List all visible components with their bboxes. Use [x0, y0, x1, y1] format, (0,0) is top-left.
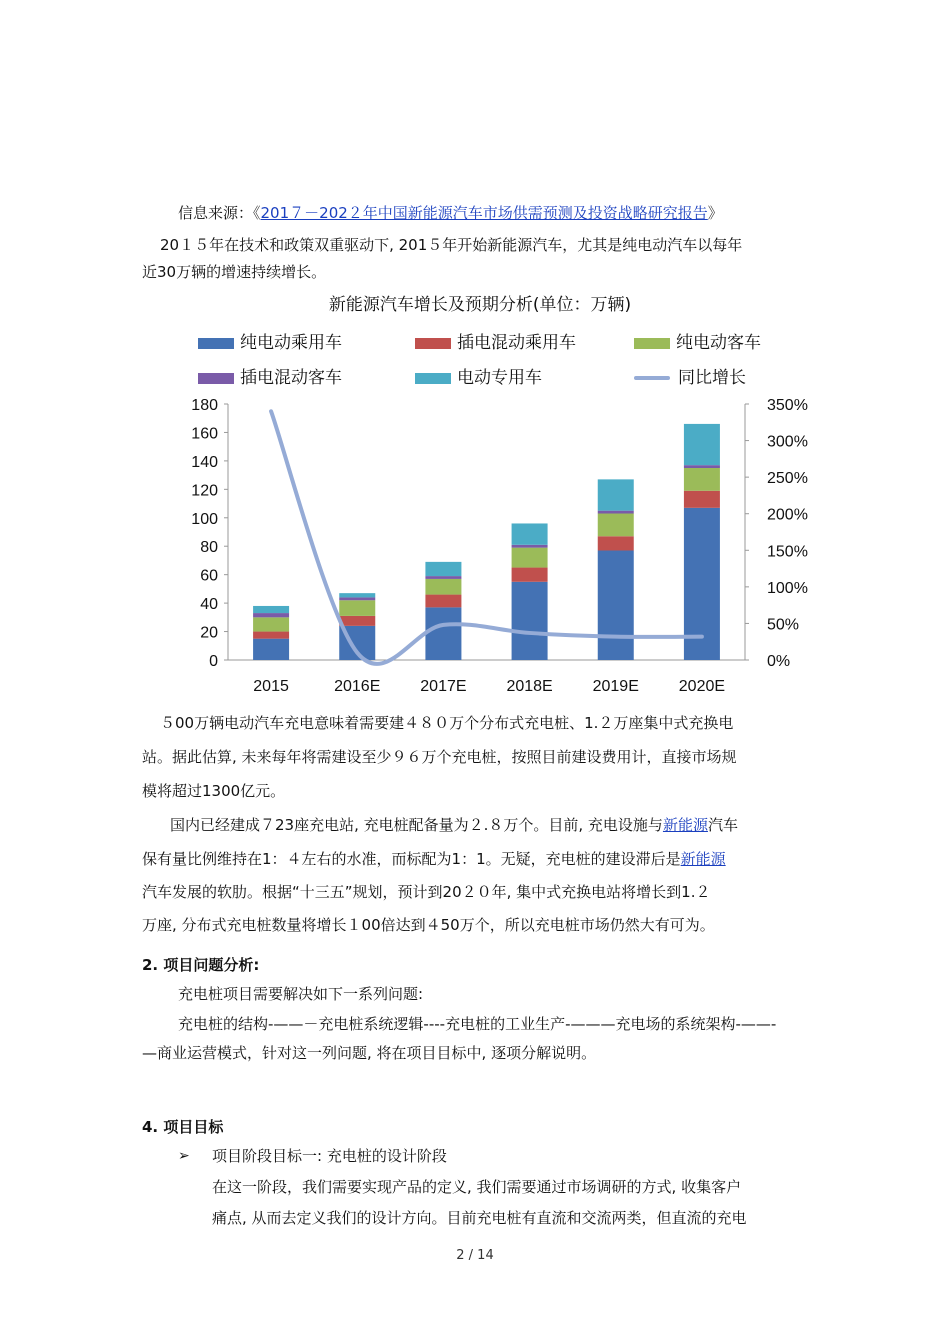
bar-segment: [598, 550, 634, 660]
legend-label: 插电混动客车: [240, 368, 342, 388]
chart-title: 新能源汽车增长及预期分析(单位：万辆): [328, 295, 632, 315]
para3-line-1: [170, 815, 738, 835]
bar-segment: [512, 582, 548, 660]
bar-segment: [253, 606, 289, 613]
page-number: 2 / 14: [456, 1248, 494, 1263]
bar-segment: [339, 600, 375, 616]
right-axis-tick-label: 150%: [767, 543, 808, 561]
source-suffix: 》: [707, 204, 723, 222]
x-axis-tick-label: 2015: [253, 678, 289, 695]
x-axis-tick-label: 2017E: [420, 678, 467, 695]
arrow-bullet-icon: ➢: [178, 1148, 190, 1164]
x-axis-tick-label: 2018E: [506, 678, 553, 695]
left-axis-tick-label: 60: [200, 567, 218, 585]
bar-segment: [512, 568, 548, 582]
para3-text: 国内已经建成７23座充电站, 充电桩配备量为２.８万个。目前, 充电设施与: [170, 816, 663, 834]
left-axis-tick-label: 100: [191, 510, 218, 528]
bar-segment: [425, 595, 461, 608]
legend-label: 同比增长: [678, 368, 746, 388]
new-energy-link[interactable]: 新能源: [662, 816, 708, 834]
bar-segment: [425, 562, 461, 576]
legend-label: 电动专用车: [457, 368, 542, 388]
bar-segment: [425, 576, 461, 579]
para2-line-3: 模将超过1300亿元。: [142, 782, 286, 800]
bar-segment: [512, 545, 548, 548]
right-axis-tick-label: 50%: [767, 616, 800, 634]
legend-label: 纯电动客车: [676, 333, 761, 353]
para2-line-1: ５00万辆电动汽车充电意味着需要建４８０万个分布式充电桩、1.２万座集中式充换电: [160, 714, 734, 732]
section-4-line-2: 痛点, 从而去定义我们的设计方向。目前充电桩有直流和交流两类，但直流的充电: [212, 1209, 747, 1227]
section-2-line-3: —商业运营模式，针对这一列问题, 将在项目目标中, 逐项分解说明。: [142, 1044, 597, 1062]
para3-text: 保有量比例维持在1：４左右的水准，而标配为1：1。无疑，充电桩的建设滞后是: [142, 850, 681, 868]
yoy-growth-line: [271, 411, 702, 664]
bar-segment: [253, 632, 289, 639]
chart-plot: [160, 288, 808, 700]
left-axis-tick-label: 160: [191, 425, 218, 443]
bar-segment: [684, 468, 720, 491]
legend-label: 插电混动乘用车: [457, 333, 576, 353]
left-axis-tick-label: 120: [191, 482, 218, 500]
left-axis-tick-label: 140: [191, 453, 218, 471]
bar-segment: [598, 536, 634, 550]
legend-label: 纯电动乘用车: [240, 333, 342, 353]
para2-line-2: 站。据此估算, 未来每年将需建设至少９６万个充电桩，按照目前建设费用计，直接市场规: [142, 748, 737, 766]
right-axis-tick-label: 100%: [767, 579, 808, 597]
section-2-line-2: 充电桩的结构-——－充电桩系统逻辑----充电桩的工业生产-———充电场的系统架构-——-: [178, 1015, 777, 1033]
bar-segment: [425, 579, 461, 595]
right-axis-tick-label: 0%: [767, 653, 791, 670]
bar-segment: [598, 479, 634, 510]
source-report-link[interactable]: 201７－202２年中国新能源汽车市场供需预测及投资战略研究报告: [260, 204, 708, 222]
x-axis-tick-label: 2020E: [678, 678, 726, 695]
new-energy-link[interactable]: 新能源: [680, 850, 726, 868]
section-4-line-1: 在这一阶段，我们需要实现产品的定义, 我们需要通过市场调研的方式, 收集客户: [212, 1178, 742, 1196]
right-axis-tick-label: 300%: [767, 433, 808, 451]
source-prefix: 信息来源：《: [178, 204, 261, 222]
para1-line-2: 近30万辆的增速持续增长。: [142, 263, 327, 281]
section-4-heading: 4. 项目目标: [142, 1118, 224, 1136]
x-axis-tick-label: 2019E: [592, 678, 639, 695]
section-2-heading: 2. 项目问题分析:: [142, 956, 260, 974]
left-axis-tick-label: 80: [200, 539, 218, 557]
section-4-bullet-text: 项目阶段目标一: 充电桩的设计阶段: [212, 1147, 447, 1165]
right-axis-tick-label: 250%: [767, 470, 808, 488]
bar-segment: [598, 511, 634, 514]
bar-segment: [684, 465, 720, 468]
bar-segment: [253, 617, 289, 631]
bar-segment: [339, 593, 375, 597]
left-axis-tick-label: 40: [200, 596, 218, 614]
ev-growth-chart: [160, 288, 808, 700]
left-axis-tick-label: 0: [209, 653, 218, 670]
left-axis-tick-label: 180: [191, 397, 218, 414]
section-2-line-1: 充电桩项目需要解决如下一系列问题:: [178, 985, 424, 1003]
bar-segment: [684, 491, 720, 508]
para3-line-3: 汽车发展的软肋。根据“十三五”规划，预计到20２０年, 集中式充换电站将增长到1.２: [142, 883, 711, 901]
para1-line-1: 20１５年在技术和政策双重驱动下, 201５年开始新能源汽车，尤其是纯电动汽车以每年: [160, 236, 743, 254]
source-line: [178, 203, 723, 223]
bar-segment: [339, 597, 375, 600]
left-axis-tick-label: 20: [200, 624, 218, 642]
para3-text: 汽车: [707, 816, 738, 834]
bar-segment: [253, 613, 289, 617]
bar-segment: [512, 548, 548, 568]
para3-line-2: [142, 849, 726, 869]
x-axis-tick-label: 2016E: [334, 678, 381, 695]
bar-segment: [684, 424, 720, 465]
bar-segment: [339, 616, 375, 626]
bar-segment: [512, 523, 548, 544]
right-axis-tick-label: 200%: [767, 506, 808, 524]
bar-segment: [425, 607, 461, 660]
para3-line-4: 万座, 分布式充电桩数量将增长１00倍达到４50万个，所以充电桩市场仍然大有可为。: [142, 916, 715, 934]
right-axis-tick-label: 350%: [767, 397, 808, 414]
bar-segment: [598, 514, 634, 537]
bar-segment: [253, 639, 289, 660]
